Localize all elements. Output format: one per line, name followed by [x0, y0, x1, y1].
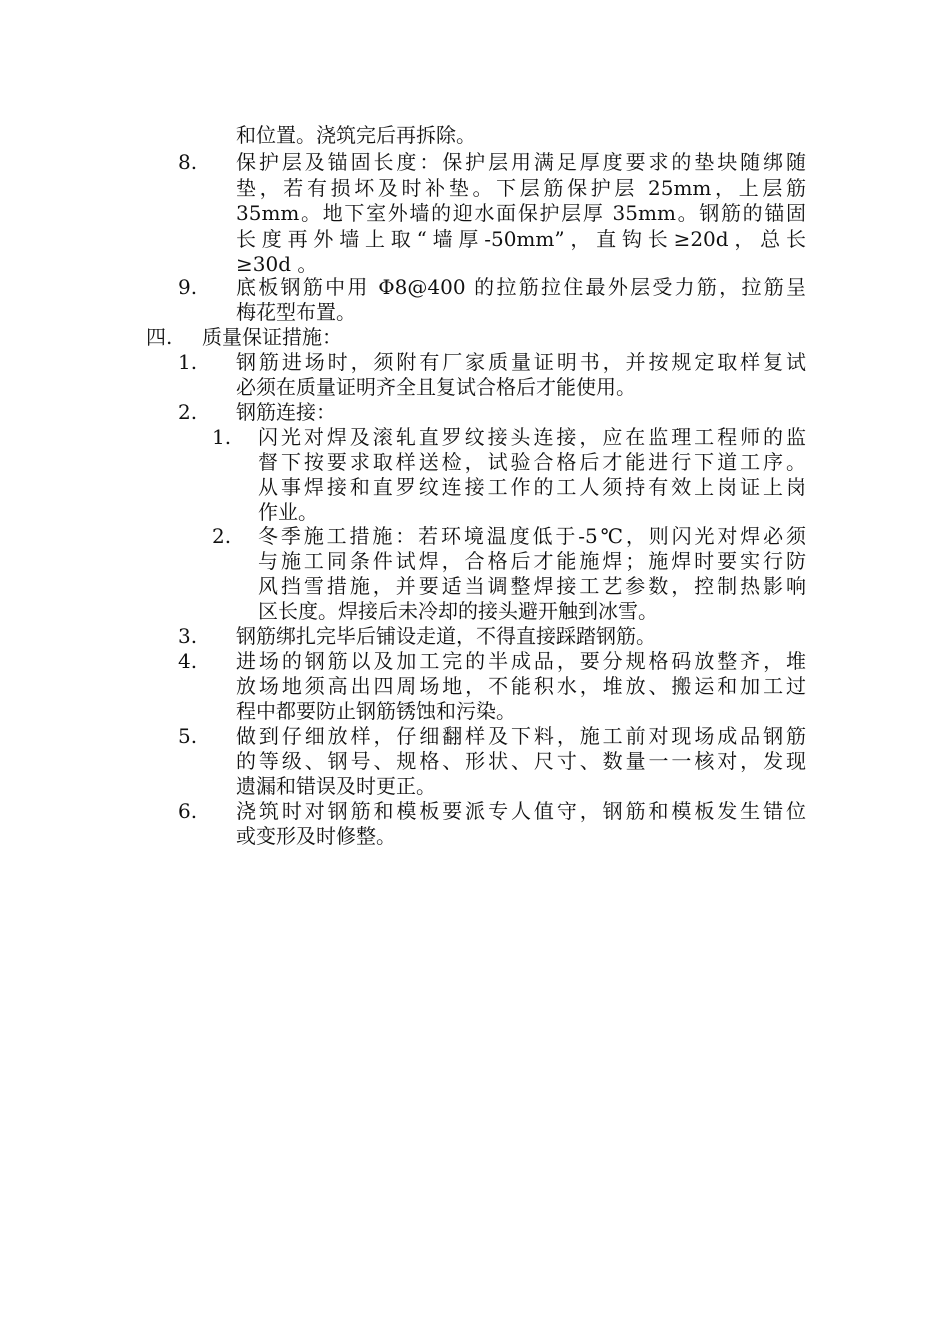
paragraph-line: 进场的钢筋以及加工完的半成品，要分规格码放整齐，堆: [236, 649, 806, 673]
paragraph-line: 长度再外墙上取“墙厚-50mm”，直钩长≥20d，总长: [236, 227, 806, 251]
sub-list-number: 2.: [212, 524, 232, 548]
list-number: 1.: [178, 350, 198, 374]
sub-list-number: 1.: [212, 425, 232, 449]
paragraph-line: 钢筋进场时，须附有厂家质量证明书，并按规定取样复试: [236, 350, 806, 374]
paragraph-line: ≥30d 。: [236, 252, 318, 276]
list-item-q3: [0, 623, 950, 649]
paragraph-line: 闪光对焊及滚轧直罗纹接头连接，应在监理工程师的监: [258, 425, 806, 449]
paragraph-line: 底板钢筋中用 Φ8@400 的拉筋拉住最外层受力筋，拉筋呈: [236, 275, 806, 299]
paragraph-text: 和位置。浇筑完后再拆除。: [236, 123, 476, 147]
list-number: 9.: [178, 275, 198, 299]
section-number: 四.: [146, 325, 173, 349]
paragraph-line: 遗漏和错误及时更正。: [236, 774, 436, 798]
list-number: 8.: [178, 150, 198, 174]
paragraph-line: 浇筑时对钢筋和模板要派专人值守，钢筋和模板发生错位: [236, 799, 806, 823]
list-number: 2.: [178, 400, 198, 424]
paragraph-line: 与施工同条件试焊，合格后才能施焊；施焊时要实行防: [258, 549, 806, 573]
list-number: 4.: [178, 649, 198, 673]
paragraph-line: 必须在质量证明齐全且复试合格后才能使用。: [236, 375, 636, 399]
paragraph-line: 或变形及时修整。: [236, 824, 396, 848]
paragraph-line: 风挡雪措施，并要适当调整焊接工艺参数，控制热影响: [258, 574, 806, 598]
paragraph-line: 区长度。焊接后未冷却的接头避开触到冰雪。: [258, 599, 658, 623]
list-number: 5.: [178, 724, 198, 748]
paragraph-line: 垫，若有损坏及时补垫。下层筋保护层 25mm，上层筋: [236, 176, 806, 200]
section-heading: [0, 324, 950, 350]
paragraph-line: 35mm。地下室外墙的迎水面保护层厚 35mm。钢筋的锚固: [236, 201, 806, 225]
paragraph-line: 梅花型布置。: [236, 300, 356, 324]
paragraph-line: 做到仔细放样，仔细翻样及下料，施工前对现场成品钢筋: [236, 724, 806, 748]
paragraph-line: 放场地须高出四周场地，不能积水，堆放、搬运和加工过: [236, 674, 806, 698]
paragraph-line: 冬季施工措施：若环境温度低于-5℃，则闪光对焊必须: [258, 524, 806, 548]
list-item-q2: [0, 399, 950, 425]
list-number: 3.: [178, 624, 198, 648]
list-title: 钢筋连接：: [236, 400, 336, 424]
paragraph-line: 从事焊接和直罗纹连接工作的工人须持有效上岗证上岗: [258, 475, 806, 499]
paragraph-line: 保护层及锚固长度：保护层用满足厚度要求的垫块随绑随: [236, 150, 806, 174]
paragraph-line: 作业。: [258, 500, 318, 524]
continuation-line: [0, 122, 950, 148]
paragraph-line: 的等级、钢号、规格、形状、尺寸、数量一一核对，发现: [236, 749, 806, 773]
list-number: 6.: [178, 799, 198, 823]
paragraph-line: 钢筋绑扎完毕后铺设走道，不得直接踩踏钢筋。: [236, 624, 656, 648]
paragraph-line: 程中都要防止钢筋锈蚀和污染。: [236, 699, 516, 723]
paragraph-line: 督下按要求取样送检，试验合格后才能进行下道工序。: [258, 450, 806, 474]
section-title: 质量保证措施：: [202, 325, 342, 349]
